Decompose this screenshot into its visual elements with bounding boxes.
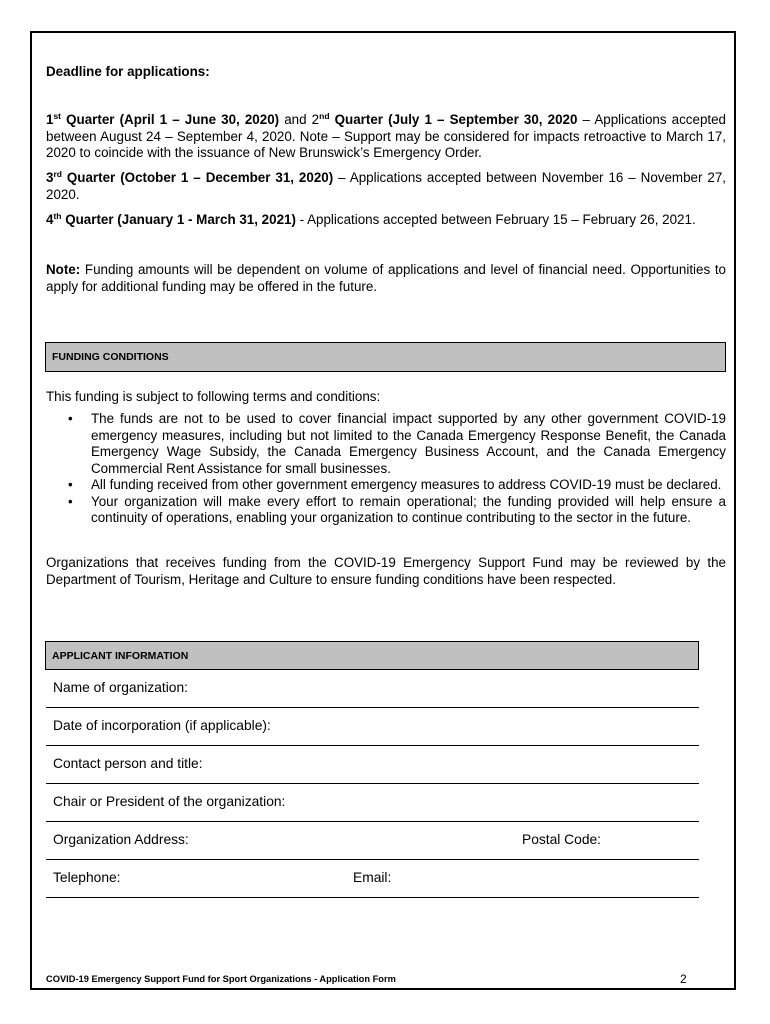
condition-item bbox=[46, 494, 726, 527]
bullet-icon: • bbox=[68, 411, 73, 426]
incorporation-date-row[interactable] bbox=[46, 708, 699, 746]
condition-item bbox=[46, 477, 726, 494]
q3-title: Quarter (October 1 – December 31, 2020) bbox=[61, 170, 334, 185]
deadline-q3-paragraph: 3rd Quarter (October 1 – December 31, 2020) – Applications accepted between November 16 – November 27, 2020. bbox=[46, 169, 726, 202]
funding-conditions-closing: Organizations that receives funding from the COVID-19 Emergency Support Fund may be reviewed by the Department of Tourism, Heritage and Culture to ensure funding conditions have been respected. bbox=[46, 555, 726, 587]
deadline-note bbox=[46, 262, 726, 295]
funding-conditions-intro: This funding is subject to following terms and conditions: bbox=[46, 389, 381, 404]
organization-address-label: Organization Address: bbox=[53, 832, 189, 847]
footer-form-title: COVID-19 Emergency Support Fund for Sport Organizations - Application Form bbox=[46, 974, 396, 984]
q2-ordinal-suffix: nd bbox=[319, 111, 330, 121]
condition-text: The funds are not to be used to cover financial impact supported by any other government COVID-19 emergency measures, including but not limited to the Canada Emergency Response Benefit, the Canada Emergency Wage Subsidy, the Canada Emergency Business Account, and the Canada Emergency Commercial Rent Assistance for small businesses. bbox=[91, 411, 726, 476]
contact-person-row[interactable] bbox=[46, 746, 699, 784]
condition-text: Your organization will make every effort to remain operational; the funding provided will help ensure a continuity of operations, enabling your organization to continue contributing to the sector in the future. bbox=[91, 493, 726, 525]
q1-title: Quarter (April 1 – June 30, 2020) bbox=[61, 112, 280, 127]
note-label: Note: bbox=[46, 262, 81, 277]
applicant-information-header: APPLICANT INFORMATION bbox=[45, 641, 699, 670]
incorporation-date-label: Date of incorporation (if applicable): bbox=[53, 718, 271, 733]
q3-details: – Applications accepted between November 16 – November 27, 2020. bbox=[46, 170, 726, 202]
chair-president-label: Chair or President of the organization: bbox=[53, 794, 286, 809]
bullet-icon: • bbox=[68, 493, 73, 509]
address-row[interactable] bbox=[46, 822, 699, 860]
telephone-email-row[interactable] bbox=[46, 860, 699, 898]
condition-text: All funding received from other government emergency measures to address COVID-19 must be declared. bbox=[91, 477, 722, 492]
bullet-icon: • bbox=[68, 477, 73, 492]
q1-ordinal-suffix: st bbox=[53, 111, 62, 121]
email-label: Email: bbox=[353, 870, 392, 885]
page-number: 2 bbox=[680, 972, 687, 986]
organization-name-row[interactable] bbox=[46, 670, 699, 708]
q4-details: - Applications accepted between February 15 – February 26, 2021. bbox=[295, 212, 696, 227]
contact-person-label: Contact person and title: bbox=[53, 756, 203, 771]
q4-ordinal-suffix: th bbox=[53, 211, 62, 221]
conditions-list bbox=[46, 411, 726, 527]
deadline-q4-paragraph: 4th Quarter (January 1 - March 31, 2021) - Applications accepted between February 15 – February 26, 2021. bbox=[46, 211, 696, 227]
deadline-q1-q2-paragraph: 1st Quarter (April 1 – June 30, 2020) and 2nd Quarter (July 1 – September 30, 2020 – Applications accepted between August 24 – September 4, 2020. Note – Support may be considered for impacts retroactive to March 17, 2020 to coincide with the issuance of New Brunswick’s Emergency Order. bbox=[46, 111, 727, 160]
q1-q2-connector: and 2 bbox=[279, 112, 320, 127]
chair-president-row[interactable] bbox=[46, 784, 699, 822]
deadline-heading: Deadline for applications: bbox=[46, 64, 210, 79]
q4-title: Quarter (January 1 - March 31, 2021) bbox=[61, 212, 296, 227]
organization-name-label: Name of organization: bbox=[53, 680, 188, 695]
note-text: Funding amounts will be dependent on volume of applications and level of financial need. Opportunities to apply for additional funding may be offered in the future. bbox=[46, 262, 726, 294]
form-page bbox=[30, 31, 736, 990]
telephone-label: Telephone: bbox=[53, 870, 121, 885]
q2-title: Quarter (July 1 – September 30, 2020 bbox=[329, 112, 578, 127]
q3-ordinal-suffix: rd bbox=[53, 169, 62, 179]
condition-item bbox=[46, 411, 726, 477]
postal-code-label: Postal Code: bbox=[522, 832, 601, 847]
funding-conditions-header: FUNDING CONDITIONS bbox=[45, 342, 726, 372]
q1-q2-details: – Applications accepted between August 24 – September 4, 2020. Note – Support may be considered for impacts retroactive to March 17, 2020 to coincide with the issuance of New Brunswick’s Emergency Order. bbox=[46, 112, 727, 160]
